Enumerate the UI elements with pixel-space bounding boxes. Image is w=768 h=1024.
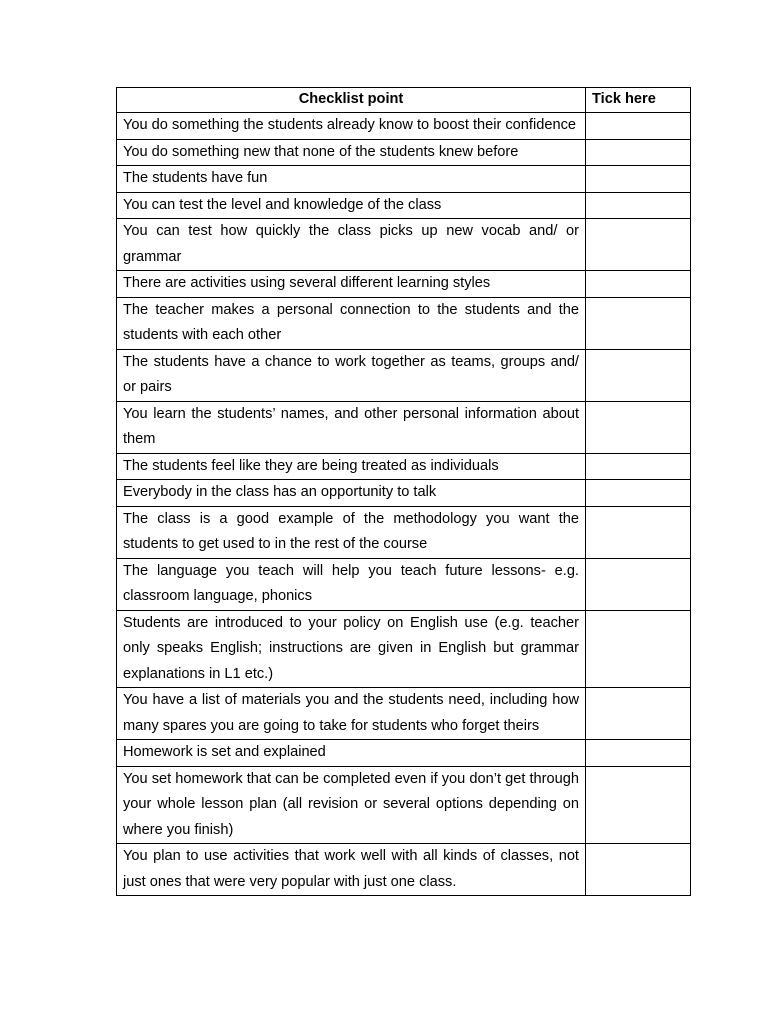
tick-box-cell[interactable] [586, 139, 691, 166]
table-row [117, 113, 691, 140]
tick-box-cell[interactable] [586, 480, 691, 507]
table-row [117, 139, 691, 166]
table-row [117, 349, 691, 401]
checklist-point-cell: The class is a good example of the methodology you want the students to get used to in the rest of the course [117, 506, 586, 558]
checklist-point-cell: You do something the students already know to boost their confidence [117, 113, 586, 140]
table-row [117, 844, 691, 896]
tick-box-cell[interactable] [586, 506, 691, 558]
checklist-point-cell: The teacher makes a personal connection to the students and the students with each other [117, 297, 586, 349]
tick-box-cell[interactable] [586, 271, 691, 298]
tick-box-cell[interactable] [586, 297, 691, 349]
checklist-point-cell: You plan to use activities that work well with all kinds of classes, not just ones that were very popular with just one class. [117, 844, 586, 896]
tick-box-cell[interactable] [586, 349, 691, 401]
checklist-point-cell: You can test how quickly the class picks up new vocab and/ or grammar [117, 219, 586, 271]
tick-box-cell[interactable] [586, 401, 691, 453]
table-row [117, 688, 691, 740]
checklist-point-cell: There are activities using several different learning styles [117, 271, 586, 298]
checklist-point-cell: The students have fun [117, 166, 586, 193]
tick-box-cell[interactable] [586, 558, 691, 610]
tick-box-cell[interactable] [586, 219, 691, 271]
table-row [117, 401, 691, 453]
tick-box-cell[interactable] [586, 113, 691, 140]
tick-box-cell[interactable] [586, 610, 691, 688]
table-row [117, 558, 691, 610]
checklist-point-cell: You learn the students’ names, and other personal information about them [117, 401, 586, 453]
checklist-point-header: Checklist point [117, 88, 586, 113]
tick-here-header: Tick here [586, 88, 691, 113]
table-row [117, 610, 691, 688]
tick-box-cell[interactable] [586, 740, 691, 767]
tick-box-cell[interactable] [586, 688, 691, 740]
table-row [117, 192, 691, 219]
table-row [117, 453, 691, 480]
checklist-point-cell: You set homework that can be completed even if you don’t get through your whole lesson plan (all revision or several options depending on where you finish) [117, 766, 586, 844]
table-row [117, 740, 691, 767]
checklist-point-cell: You can test the level and knowledge of the class [117, 192, 586, 219]
table-row [117, 166, 691, 193]
table-row [117, 480, 691, 507]
checklist-point-cell: The students feel like they are being treated as individuals [117, 453, 586, 480]
checklist-point-cell: The language you teach will help you teach future lessons- e.g. classroom language, phonics [117, 558, 586, 610]
tick-box-cell[interactable] [586, 844, 691, 896]
checklist-point-cell: Everybody in the class has an opportunity to talk [117, 480, 586, 507]
checklist-point-cell: Students are introduced to your policy on English use (e.g. teacher only speaks English; instructions are given in English but grammar explanations in L1 etc.) [117, 610, 586, 688]
tick-box-cell[interactable] [586, 766, 691, 844]
checklist-table [116, 87, 691, 896]
table-row [117, 219, 691, 271]
table-row [117, 506, 691, 558]
header-row [117, 88, 691, 113]
checklist-point-cell: You do something new that none of the students knew before [117, 139, 586, 166]
tick-box-cell[interactable] [586, 166, 691, 193]
checklist-header [117, 88, 691, 113]
table-row [117, 271, 691, 298]
table-row [117, 297, 691, 349]
table-row [117, 766, 691, 844]
checklist-point-cell: The students have a chance to work together as teams, groups and/ or pairs [117, 349, 586, 401]
checklist-body [117, 113, 691, 896]
checklist-point-cell: You have a list of materials you and the students need, including how many spares you are going to take for students who forget theirs [117, 688, 586, 740]
tick-box-cell[interactable] [586, 192, 691, 219]
checklist-point-cell: Homework is set and explained [117, 740, 586, 767]
tick-box-cell[interactable] [586, 453, 691, 480]
